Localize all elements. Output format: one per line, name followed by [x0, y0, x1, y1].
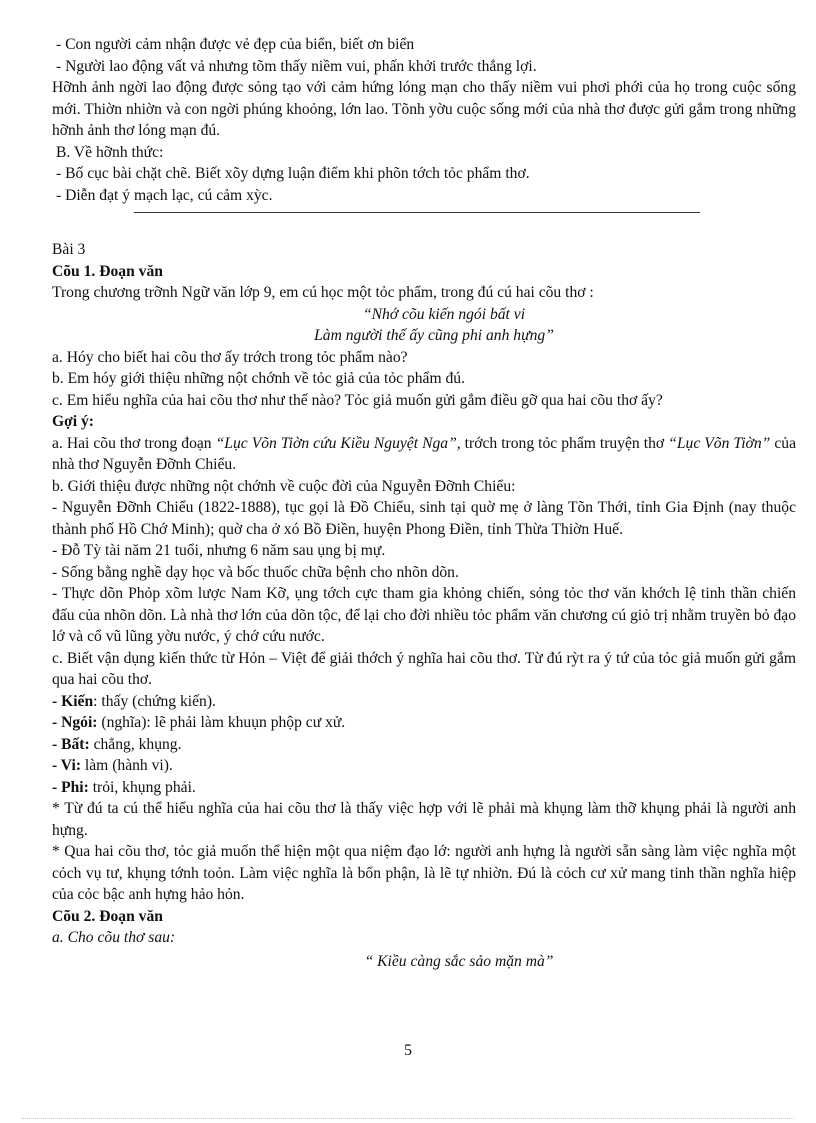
bullet-line: - Đỗ Tỳ tài năm 21 tuổi, nhưng 6 năm sau ụng bị mự.	[52, 542, 386, 559]
work-title: “Lục Võn Tiờn cứu Kiều Nguyệt Nga”,	[215, 434, 461, 452]
summary-paragraph: * Từ đú ta cú thể hiểu nghĩa của hai cõu thơ là thấy việc hợp với lẽ phải mà khụng làm thỡ khụng phải là người anh hựng.	[52, 800, 796, 839]
summary-paragraph: * Qua hai cõu thơ, tỏc giả muốn thể hiện một qua niệm đạo lớ: người anh hựng là người sẵn sàng làm việc nghĩa một cỏch vụ tư, khụng tớnh toỏn. Làm việc nghĩa là bổn phận, là lẽ tự nhiờn. Đú là cỏch cư xử mang tinh thần nghĩa hiệp của cỏc bậc anh hựng hảo hỏn.	[52, 843, 796, 903]
work-title: “Lục Võn Tiờn”	[668, 434, 771, 452]
document-page	[52, 34, 796, 972]
question-heading: Cõu 1. Đoạn văn	[52, 262, 163, 280]
question-heading: Cõu 2. Đoạn văn	[52, 907, 163, 925]
bullet-line: - Thực dõn Phỏp xõm lược Nam Kỡ, ụng tớch cực tham gia khỏng chiến, sỏng tỏc thơ văn khớch lệ tinh thần chiến đấu của nhõn dõn. Là nhà thơ lớn của dõn tộc, để lại cho đời nhiều tỏc phẩm văn chương cú giỏ trị nhằm truyền bỏ đạo lớ và cổ vũ lũng yờu nước, ý chớ cứu nước.	[52, 585, 796, 645]
bullet-line: - Sống bằng nghề dạy học và bốc thuốc chữa bệnh cho nhõn dõn.	[52, 563, 459, 581]
question-intro: Trong chương trỡnh Ngữ văn lớp 9, em cú học một tỏc phẩm, trong đú cú hai cõu thơ :	[52, 284, 594, 301]
gloss-line: - Vi: làm (hành vi).	[52, 757, 173, 774]
hint-heading: Gợi ý:	[52, 413, 94, 430]
exercise-title: Bài 3	[52, 241, 86, 258]
bullet-line: - Bố cục bài chặt chẽ. Biết xõy dựng luận điểm khi phõn tớch tỏc phẩm thơ.	[56, 165, 530, 182]
question-a: a. Cho cõu thơ sau:	[52, 929, 176, 946]
verse-line: “ Kiều càng sắc sảo mặn mà”	[364, 952, 554, 970]
answer-a: a. Hai cõu thơ trong đoạn “Lục Võn Tiờn cứu Kiều Nguyệt Nga”, trớch trong tỏc phẩm truyện thơ “Lục Võn Tiờn” của nhà thơ Nguyễn Đỡnh Chiểu.	[52, 434, 797, 473]
bullet-line: - Con người cảm nhận được vẻ đẹp của biển, biết ơn biển	[56, 36, 415, 53]
bullet-line: - Người lao động vất vả nhưng tõm thấy niềm vui, phấn khởi trước thắng lợi.	[56, 57, 537, 75]
page-bottom-border	[22, 1118, 794, 1119]
gloss-line: - Ngói: (nghĩa): lẽ phải làm khuụn phộp cư xử.	[52, 714, 346, 731]
answer-b-heading: b. Giới thiệu được những nột chớnh về cuộc đời của Nguyễn Đỡnh Chiểu:	[52, 477, 516, 495]
answer-c-heading: c. Biết vận dụng kiến thức từ Hỏn – Việt để giải thớch ý nghĩa hai cõu thơ. Từ đú rỳt ra ý tứ của tỏc giả muốn gửi gắm qua hai cõu thơ.	[52, 649, 796, 688]
section-heading: B. Về hỡnh thức:	[56, 143, 164, 161]
bullet-line: - Nguyễn Đỡnh Chiểu (1822-1888), tục gọi là Đồ Chiểu, sinh tại quờ mẹ ở làng Tõn Thới, tỉnh Gia Định (nay thuộc thành phố Hồ Chớ Minh); quờ cha ở xó Bồ Điền, huyện Phong Điền, tỉnh Thừa Thiờn Huế.	[52, 499, 796, 538]
question-c: c. Em hiểu nghĩa của hai cõu thơ như thế nào? Tỏc giả muốn gửi gắm điều gỡ qua hai cõu thơ ấy?	[52, 391, 663, 409]
verse-line: Làm người thế ấy cũng phi anh hựng”	[314, 327, 554, 344]
gloss-line: - Phi: trỏi, khụng phải.	[52, 778, 196, 796]
page-number: 5	[404, 1042, 412, 1059]
question-a: a. Hóy cho biết hai cõu thơ ấy trớch trong tỏc phẩm nào?	[52, 348, 408, 366]
bullet-line: - Diễn đạt ý mạch lạc, cú cảm xỳc.	[56, 186, 273, 204]
gloss-line: - Kiến: thấy (chứng kiến).	[52, 692, 216, 710]
question-b: b. Em hóy giới thiệu những nột chớnh về tỏc giả của tỏc phẩm đú.	[52, 370, 465, 387]
paragraph: Hỡnh ảnh ngời lao động được sỏng tạo với cảm hứng lóng mạn cho thấy niềm vui phơi phới của họ trong cuộc sống mới. Thiờn nhiờn và con ngời phúng khoỏng, lớn lao. Tõnh yờu cuộc sống mới của nhà thơ được gửi gắm trong những hỡnh ảnh thơ lóng mạn đú.	[52, 79, 796, 139]
gloss-line: - Bất: chẳng, khụng.	[52, 735, 182, 753]
verse-line: “Nhớ cõu kiến ngói bất vi	[362, 305, 526, 323]
